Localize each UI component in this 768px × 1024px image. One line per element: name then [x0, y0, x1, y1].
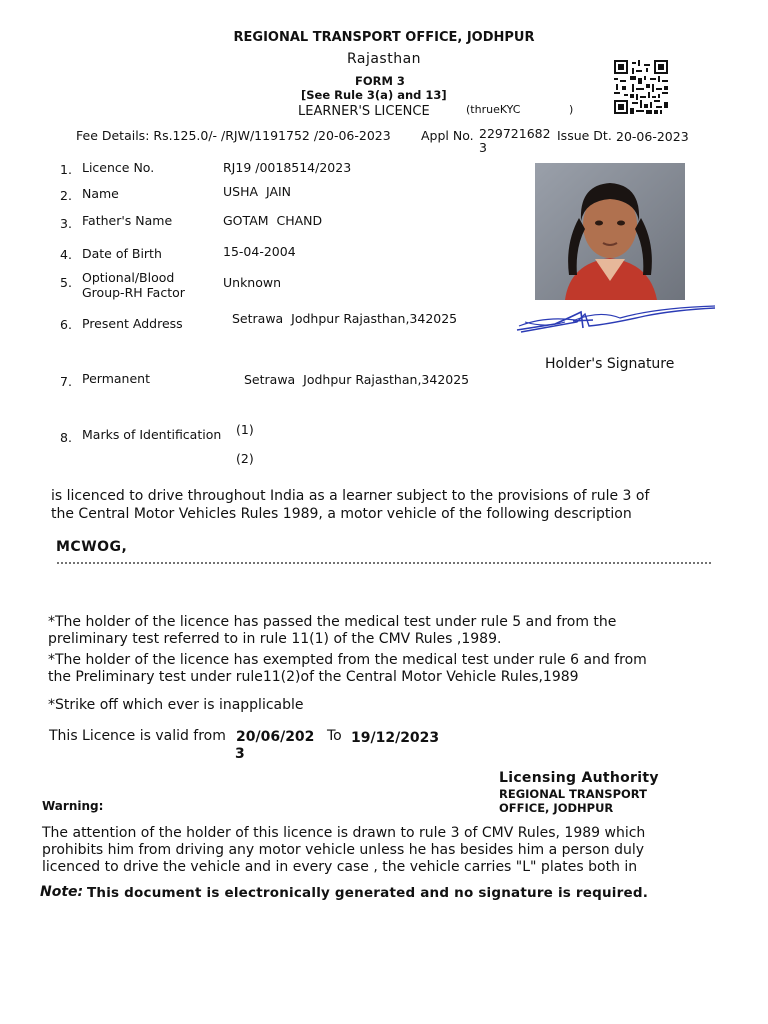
- valid-from-date: 20/06/202: [236, 729, 315, 745]
- form-number: FORM 3: [355, 74, 405, 88]
- holder-signature-label: Holder's Signature: [545, 356, 675, 372]
- field-number: 1.: [60, 162, 72, 177]
- identification-mark-2: (2): [236, 451, 254, 466]
- issue-date-label: Issue Dt.: [557, 128, 612, 143]
- field-number: 8.: [60, 430, 72, 445]
- fathers-name-label: Father's Name: [82, 213, 173, 228]
- dob-label: Date of Birth: [82, 246, 162, 261]
- warning-label: Warning:: [42, 799, 104, 813]
- dob-value: 15-04-2004: [223, 244, 296, 259]
- identification-mark-1: (1): [236, 422, 254, 437]
- signature-image: [515, 302, 720, 338]
- name-label: Name: [82, 186, 119, 201]
- validity-label: This Licence is valid from: [49, 728, 226, 744]
- present-address-label: Present Address: [82, 316, 183, 331]
- state-heading: Rajasthan: [346, 51, 422, 67]
- warning-line-1: The attention of the holder of this licence is drawn to rule 3 of CMV Rules, 1989 which: [42, 825, 646, 841]
- licence-no-value: RJ19 /0018514/2023: [223, 160, 352, 175]
- office-heading: REGIONAL TRANSPORT OFFICE, JODHPUR: [233, 30, 535, 45]
- issue-date-value: 20-06-2023: [616, 129, 689, 144]
- kyc-close: ): [569, 103, 574, 116]
- licence-statement-1: is licenced to drive throughout India as a learner subject to the provisions of rule 3 of: [51, 488, 650, 504]
- to-label: To: [327, 728, 342, 744]
- identification-marks-label: Marks of Identification: [82, 427, 222, 442]
- field-number: 3.: [60, 216, 72, 231]
- warning-line-3: licenced to drive the vehicle and in every case , the vehicle carries "L" plates both in: [42, 859, 638, 875]
- blood-group-label-cont: Group-RH Factor: [82, 285, 185, 300]
- field-number: 7.: [60, 374, 72, 389]
- medical-clause-1a: *The holder of the licence has passed the medical test under rule 5 and from the: [48, 614, 617, 630]
- licence-title: LEARNER'S LICENCE: [298, 104, 430, 119]
- blood-group-label: Optional/Blood: [82, 270, 175, 285]
- fathers-name-value: GOTAM CHAND: [223, 213, 323, 228]
- dotted-divider: [56, 562, 712, 564]
- kyc-note: (thrueKYC: [466, 103, 521, 116]
- field-number: 5.: [60, 275, 72, 290]
- holder-photo: [535, 163, 685, 300]
- licence-no-label: Licence No.: [82, 160, 155, 175]
- note-text: This document is electronically generated and no signature is required.: [87, 885, 649, 901]
- appl-no-value: 229721682: [479, 126, 551, 141]
- vehicle-class: MCWOG,: [56, 539, 128, 555]
- fee-details: Fee Details: Rs.125.0/- /RJW/1191752 /20-06-2023: [76, 128, 391, 143]
- valid-to-date: 19/12/2023: [351, 730, 440, 746]
- field-number: 4.: [60, 247, 72, 262]
- licence-statement-2: the Central Motor Vehicles Rules 1989, a motor vehicle of the following description: [51, 506, 632, 522]
- appl-no-label: Appl No.: [421, 128, 474, 143]
- blood-group-value: Unknown: [223, 275, 282, 290]
- medical-clause-2a: *The holder of the licence has exempted from the medical test under rule 6 and from: [48, 652, 647, 668]
- medical-clause-2b: the Preliminary test under rule11(2)of the Central Motor Vehicle Rules,1989: [48, 669, 579, 685]
- authority-office-2: OFFICE, JODHPUR: [499, 801, 614, 815]
- qr-code-icon: [614, 60, 668, 114]
- strike-note: *Strike off which ever is inapplicable: [48, 697, 304, 713]
- permanent-address-label: Permanent: [82, 371, 150, 386]
- permanent-address-value: Setrawa Jodhpur Rajasthan,342025: [244, 372, 470, 387]
- authority-office-1: REGIONAL TRANSPORT: [499, 787, 647, 801]
- licensing-authority-title: Licensing Authority: [499, 770, 659, 786]
- medical-clause-1b: preliminary test referred to in rule 11(1) of the CMV Rules ,1989.: [48, 631, 502, 647]
- valid-from-date-cont: 3: [235, 746, 245, 762]
- rule-reference: [See Rule 3(a) and 13]: [301, 88, 447, 102]
- present-address-value: Setrawa Jodhpur Rajasthan,342025: [232, 311, 458, 326]
- appl-no-value-cont: 3: [479, 140, 487, 155]
- field-number: 6.: [60, 317, 72, 332]
- note-label: Note:: [40, 884, 84, 900]
- name-value: USHA JAIN: [223, 184, 292, 199]
- warning-line-2: prohibits him from driving any motor vehicle unless he has besides him a person duly: [42, 842, 645, 858]
- field-number: 2.: [60, 188, 72, 203]
